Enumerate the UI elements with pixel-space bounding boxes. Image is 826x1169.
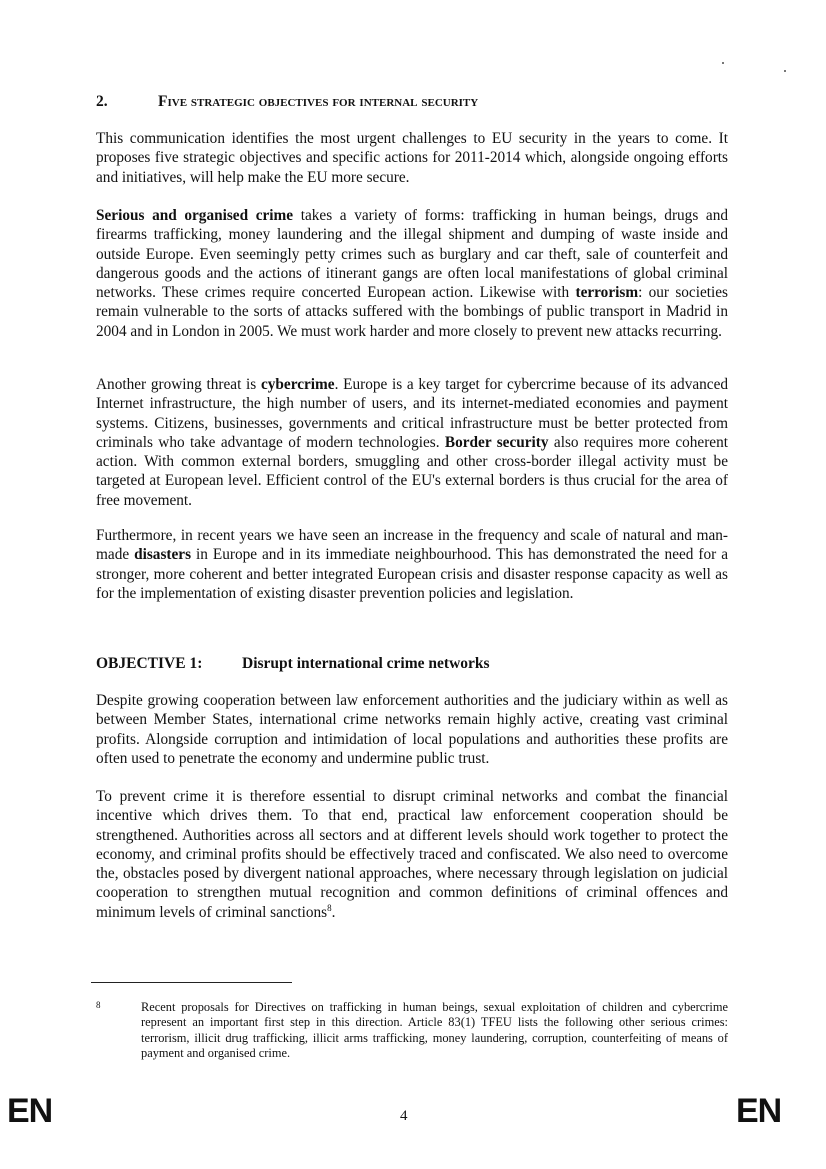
paragraph-disasters: Furthermore, in recent years we have seen an increase in the frequency and scale of natural and man-made disasters in Europe and in its immediate neighbourhood. This has demonstrated the need for a stronger, more coherent and better integrated European crisis and disaster response capacity as well as for the implementation of existing disaster prevention policies and legislation. xyxy=(96,527,728,602)
paragraph-prevent-crime: To prevent crime it is therefore essential to disrupt criminal networks and combat the financial incentive which drives them. To that end, practical law enforcement cooperation should be strengthened. Authorities across all sectors and at different levels should work together to protect the economy, and criminal profits should be effectively traced and confiscated. We also need to overcome the, obstacles posed by divergent national approaches, where necessary through legislation on judicial cooperation to strengthen mutual recognition and common definitions of criminal offences and minimum levels of criminal sanctions$^8$. xyxy=(96,788,728,921)
paragraph-intro: This communication identifies the most urgent challenges to EU security in the years to come. It proposes five strategic objectives and specific actions for 2011-2014 which, alongside ongoing efforts and initiatives, will help make the EU more secure. xyxy=(96,130,728,186)
section-number: 2. xyxy=(96,93,108,110)
page-number: 4 xyxy=(400,1108,408,1124)
paragraph-crime-networks: Despite growing cooperation between law enforcement authorities and the judiciary within as well as between Member States, international crime networks remain highly active, creating vast criminal profits. Alongside corruption and intimidation of local populations and authorities these profits are often used to penetrate the economy and undermine public trust. xyxy=(96,692,728,767)
paragraph-organised-crime: Serious and organised crime takes a variety of forms: trafficking in human beings, drugs and firearms trafficking, money laundering and the illegal shipment and dumping of waste inside and outside Europe. Even seemingly petty crimes such as burglary and car theft, sale of counterfeit and dangerous goods and the actions of itinerant gangs are often local manifestations of global criminal networks. These crimes require concerted European action. Likewise with terrorism: our societies remain vulnerable to the sorts of attacks suffered with the bombings of public transport in Madrid in 2004 and in London in 2005. We must work harder and more closely to prevent new attacks recurring. xyxy=(96,207,728,340)
footnote-separator xyxy=(91,982,292,983)
objective-label: OBJECTIVE 1: xyxy=(96,655,203,672)
language-code-left: EN xyxy=(7,1092,53,1130)
objective-title: Disrupt international crime networks xyxy=(242,655,490,672)
scan-speck xyxy=(784,70,786,72)
footnote-number: 8 xyxy=(96,1000,101,1010)
section-title: Five strategic objectives for internal security xyxy=(158,93,479,110)
paragraph-cybercrime: Another growing threat is cybercrime. Europe is a key target for cybercrime because of its advanced Internet infrastructure, the high number of users, and its internet-mediated economies and payment systems. Citizens, businesses, governments and critical infrastructure must be better protected from criminals who take advantage of modern technologies. Border security also requires more coherent action. With common external borders, smuggling and other cross-border illegal activity must be targeted at European level. Efficient control of the EU's external borders is thus crucial for the area of free movement. xyxy=(96,376,729,509)
footnote-text: Recent proposals for Directives on trafficking in human beings, sexual exploitation of children and cybercrime represent an important first step in this direction. Article 83(1) TFEU lists the following other serious crimes: terrorism, illicit drug trafficking, illicit arms trafficking, money laundering, corruption, counterfeiting of means of payment and organised crime. xyxy=(141,1000,728,1061)
objective-heading xyxy=(96,655,490,673)
language-code-right: EN xyxy=(736,1092,782,1130)
scan-speck xyxy=(722,62,724,64)
footnote-reference[interactable]: 8 xyxy=(327,902,332,913)
section-heading xyxy=(96,93,478,111)
